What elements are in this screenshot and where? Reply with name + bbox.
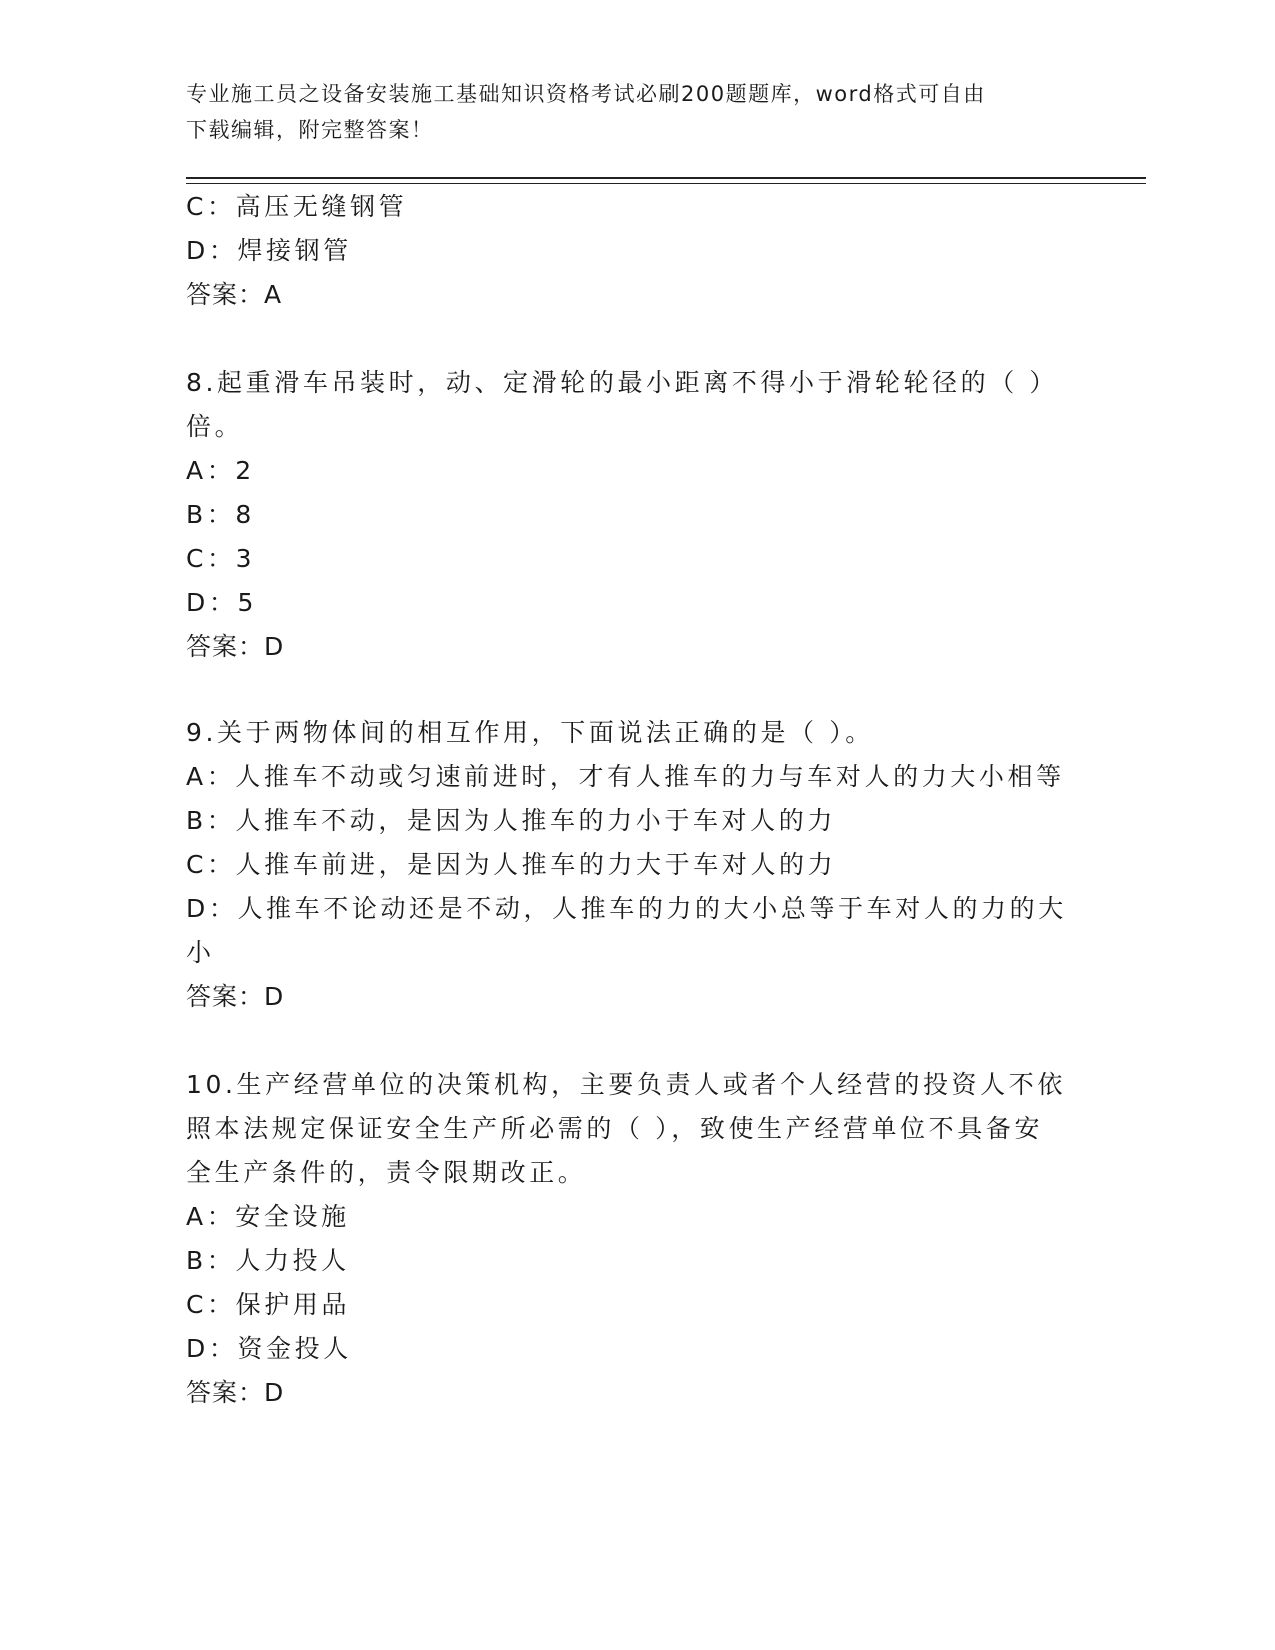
q9-answer: 答案：D <box>186 982 285 1011</box>
q7-option-c: C：高压无缝钢管 <box>186 192 408 221</box>
q8-option-c: C：3 <box>186 544 256 573</box>
header-divider-thin <box>186 183 1146 184</box>
q7-option-d: D：焊接钢管 <box>186 236 352 265</box>
q10-stem-line-3: 全生产条件的，责令限期改正。 <box>186 1158 587 1187</box>
q8-option-b: B：8 <box>186 500 255 529</box>
q10-stem-line-1: 10.生产经营单位的决策机构，主要负责人或者个人经营的投资人不依 <box>186 1070 1066 1099</box>
q10-stem-line-2: 照本法规定保证安全生产所必需的（ ），致使生产经营单位不具备安 <box>186 1114 1044 1143</box>
q8-stem-line-2: 倍。 <box>186 412 244 441</box>
q8-option-d: D：5 <box>186 588 257 617</box>
q7-answer: 答案：A <box>186 280 283 309</box>
page-header <box>186 76 1066 148</box>
q10-option-c: C：保护用品 <box>186 1290 351 1319</box>
q10-answer: 答案：D <box>186 1378 285 1407</box>
q10-option-d: D：资金投人 <box>186 1334 352 1363</box>
header-divider-thick <box>186 177 1146 179</box>
header-title-line-1: 专业施工员之设备安装施工基础知识资格考试必刷200题题库，word格式可自由 <box>186 82 986 106</box>
q10-option-a: A：安全设施 <box>186 1202 350 1231</box>
q9-option-c: C：人推车前进，是因为人推车的力大于车对人的力 <box>186 850 837 879</box>
q9-option-d-line-1: D：人推车不论动还是不动，人推车的力的大小总等于车对人的力的大 <box>186 894 1067 923</box>
q10-option-b: B：人力投人 <box>186 1246 350 1275</box>
q8-answer: 答案：D <box>186 632 285 661</box>
q9-option-b: B：人推车不动，是因为人推车的力小于车对人的力 <box>186 806 836 835</box>
q9-option-d-line-2: 小 <box>186 938 215 967</box>
q8-option-a: A：2 <box>186 456 255 485</box>
q8-stem-line-1: 8.起重滑车吊装时，动、定滑轮的最小距离不得小于滑轮轮径的（ ） <box>186 368 1059 397</box>
header-title-line-2: 下载编辑，附完整答案！ <box>186 118 434 142</box>
q9-option-a: A：人推车不动或匀速前进时，才有人推车的力与车对人的力大小相等 <box>186 762 1065 791</box>
q9-stem: 9.关于两物体间的相互作用，下面说法正确的是（ ）。 <box>186 718 874 747</box>
